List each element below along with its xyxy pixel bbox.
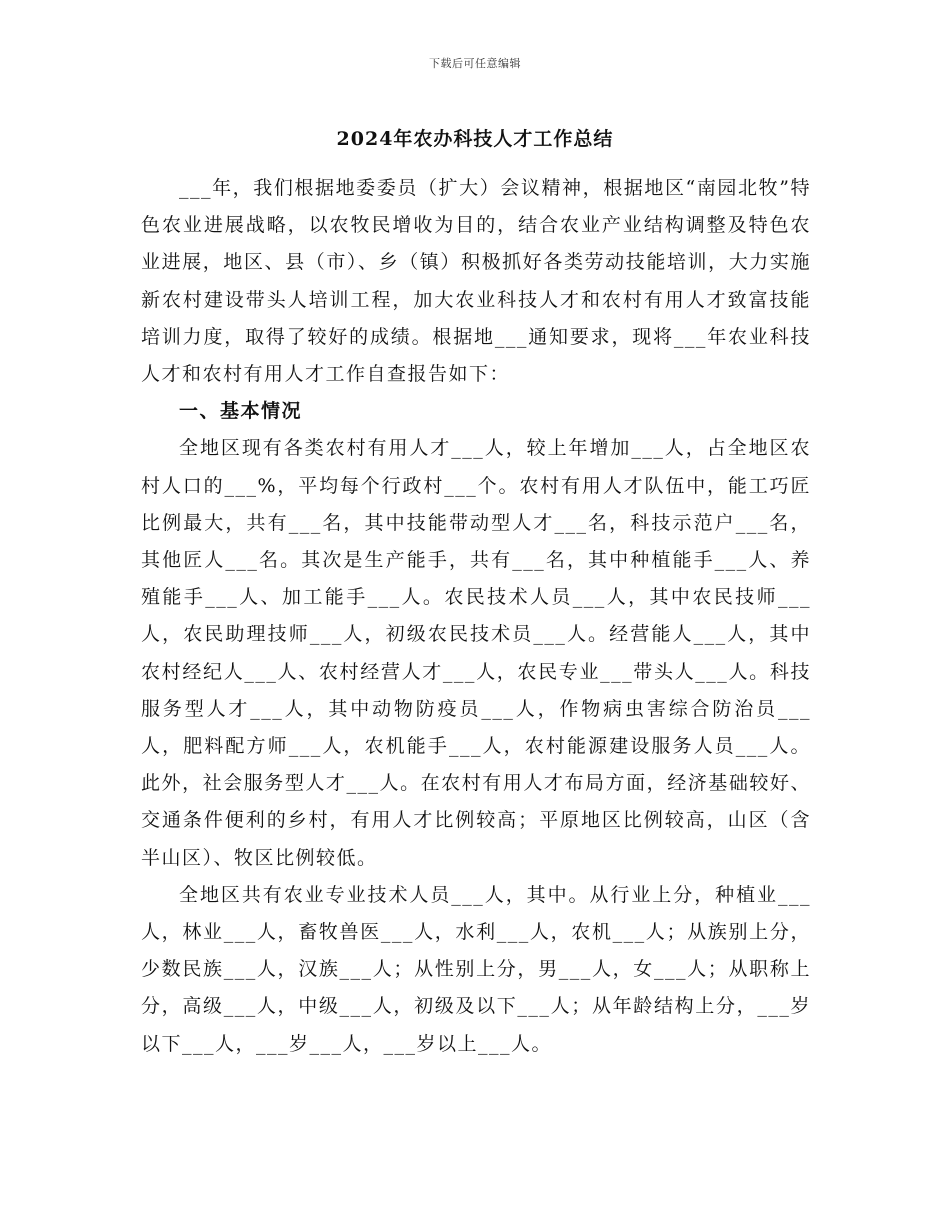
section1-paragraph-2: 全地区共有农业专业技术人员___人，其中。从行业上分，种植业___人，林业___人，畜牧兽医___人，水利___人，农机___人；从族别上分，少数民族___人，汉族___人；从性别上分，男___人，女___人；从职称上分，高级___人，中级___人，初级及以下___人；从年龄结构上分，___岁以下___人，___岁___人，___岁以上___人。 <box>141 883 811 1055</box>
section1-paragraph-1: 全地区现有各类农村有用人才___人，较上年增加___人，占全地区农村人口的___%，平均每个行政村___个。农村有用人才队伍中，能工巧匠比例最大，共有___名，其中技能带动型人才___名，科技示范户___名，其他匠人___名。其次是生产能手，共有___名，其中种植能手___人、养殖能手___人、加工能手___人。农民技术人员___人，其中农民技师___人，农民助理技师___人，初级农民技术员___人。经营能人___人，其中农村经纪人___人、农村经营人才___人，农民专业___带头人___人。科技服务型人才___人，其中动物防疫员___人，作物病虫害综合防治员___人，肥料配方师___人，农机能手___人，农村能源建设服务人员___人。此外，社会服务型人才___人。在农村有用人才布局方面，经济基础较好、交通条件便利的乡村，有用人才比例较高；平原地区比例较高，山区（含半山区）、牧区比例较低。 <box>141 437 811 869</box>
section-heading-basic-situation: 一、基本情况 <box>179 400 303 423</box>
intro-paragraph: ___年，我们根据地委委员（扩大）会议精神，根据地区“南园北牧”特色农业进展战略，以农牧民增收为目的，结合农业产业结构调整及特色农业进展，地区、县（市）、乡（镇）积极抓好各类劳动技能培训，大力实施新农村建设带头人培训工程，加大农业科技人才和农村有用人才致富技能培训力度，取得了较好的成绩。根据地___通知要求，现将___年农业科技人才和农村有用人才工作自查报告如下： <box>141 177 811 386</box>
page-header-note: 下载后可任意编辑 <box>429 57 521 70</box>
document-title: 2024年农办科技人才工作总结 <box>336 128 614 150</box>
document-body <box>141 170 811 1063</box>
